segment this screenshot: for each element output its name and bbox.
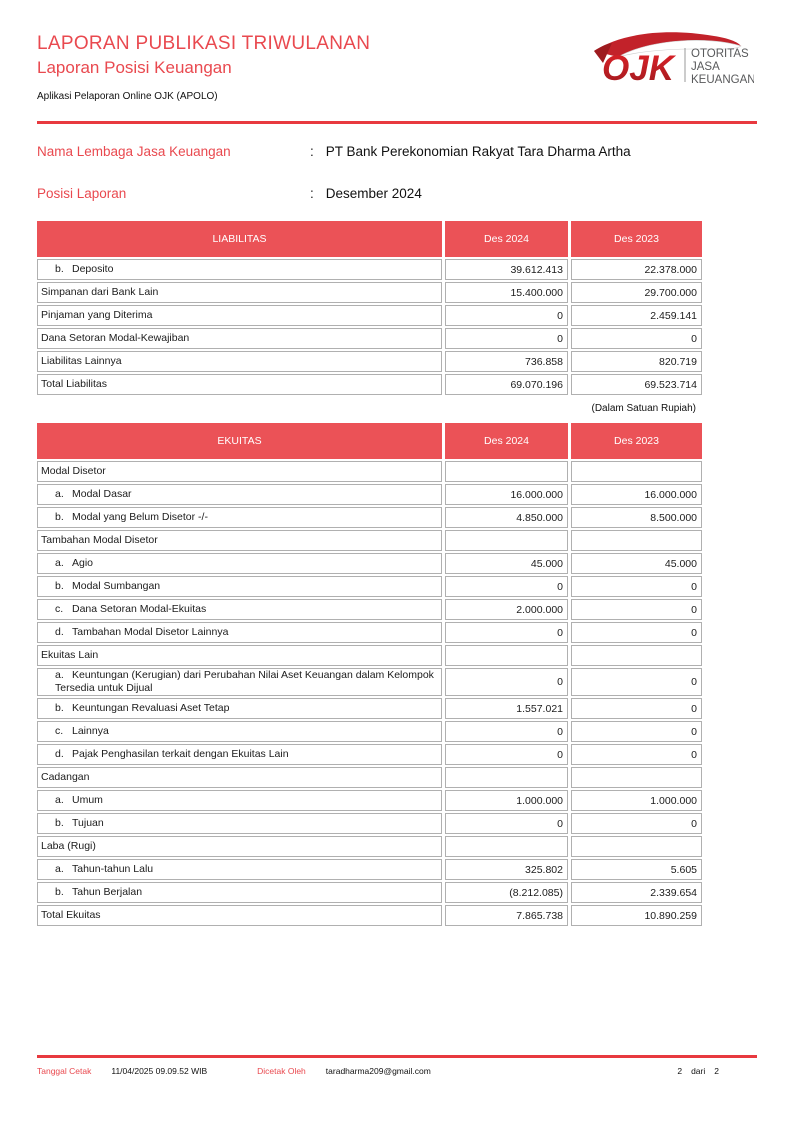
row-value-2023: 29.700.000 (571, 282, 702, 303)
row-value-2023: 0 (571, 668, 702, 696)
row-label: b. Modal Sumbangan (37, 576, 442, 597)
row-value-2024: 0 (445, 813, 568, 834)
row-value-2023 (571, 461, 702, 482)
row-value-2023: 0 (571, 328, 702, 349)
row-value-2024 (445, 645, 568, 666)
logo-org-line-2: JASA (691, 61, 720, 73)
footer-divider (37, 1055, 757, 1058)
row-label: Pinjaman yang Diterima (37, 305, 442, 326)
page-indicator (677, 1066, 719, 1076)
row-value-2024: 0 (445, 576, 568, 597)
col-des-2024: Des 2024 (445, 221, 568, 257)
row-letter: c. (55, 725, 64, 738)
institution-colon: : (310, 144, 314, 159)
period-label: Posisi Laporan (37, 186, 127, 201)
row-value-2024: 69.070.196 (445, 374, 568, 395)
row-label: b. Tujuan (37, 813, 442, 834)
row-letter: a. (55, 863, 64, 876)
row-value-2024: 0 (445, 721, 568, 742)
table-row (37, 721, 702, 742)
row-letter: c. (55, 602, 64, 615)
report-meta (37, 144, 757, 201)
row-label: Liabilitas Lainnya (37, 351, 442, 372)
table-row (37, 882, 702, 903)
row-value-2023: 0 (571, 698, 702, 719)
table-row (37, 259, 702, 280)
printed-by-label: Dicetak Oleh (257, 1066, 306, 1076)
ojk-acronym: OJK (602, 49, 674, 88)
row-value-2024: 4.850.000 (445, 507, 568, 528)
row-letter: d. (55, 748, 64, 761)
liabilitas-table (34, 219, 705, 397)
row-letter: b. (55, 510, 64, 523)
table-row (37, 767, 702, 788)
ekuitas-title: EKUITAS (37, 423, 442, 459)
liabilitas-header-row (37, 221, 702, 257)
row-value-2023: 0 (571, 599, 702, 620)
report-subtitle: Laporan Posisi Keuangan (37, 58, 232, 77)
row-letter: b. (55, 262, 64, 275)
row-label: Tambahan Modal Disetor (37, 530, 442, 551)
row-label: Total Liabilitas (37, 374, 442, 395)
row-value-2023 (571, 836, 702, 857)
report-title: LAPORAN PUBLIKASI TRIWULANAN (37, 33, 371, 54)
row-letter: a. (55, 669, 64, 681)
row-label: b. Keuntungan Revaluasi Aset Tetap (37, 698, 442, 719)
row-value-2024 (445, 836, 568, 857)
row-value-2023: 0 (571, 744, 702, 765)
row-label: d. Tambahan Modal Disetor Lainnya (37, 622, 442, 643)
table-row (37, 305, 702, 326)
row-value-2023: 10.890.259 (571, 905, 702, 926)
row-value-2024: 15.400.000 (445, 282, 568, 303)
row-letter: b. (55, 817, 64, 830)
row-value-2024 (445, 461, 568, 482)
row-label: d. Pajak Penghasilan terkait dengan Ekuitas Lain (37, 744, 442, 765)
table-row (37, 351, 702, 372)
table-row (37, 530, 702, 551)
printed-by-value: taradharma209@gmail.com (325, 1066, 431, 1076)
row-label: c. Dana Setoran Modal-Ekuitas (37, 599, 442, 620)
row-value-2024: 325.802 (445, 859, 568, 880)
table-row (37, 698, 702, 719)
row-value-2024 (445, 767, 568, 788)
table-row (37, 599, 702, 620)
print-date-value: 11/04/2025 09.09.52 WIB (111, 1066, 208, 1076)
table-row (37, 668, 702, 696)
row-letter: a. (55, 794, 64, 807)
row-label: Laba (Rugi) (37, 836, 442, 857)
table-row (37, 484, 702, 505)
row-value-2023: 0 (571, 576, 702, 597)
row-label: Total Ekuitas (37, 905, 442, 926)
table-row (37, 282, 702, 303)
table-row (37, 622, 702, 643)
row-value-2024: 45.000 (445, 553, 568, 574)
row-label: a. Modal Dasar (37, 484, 442, 505)
row-value-2024: 1.557.021 (445, 698, 568, 719)
row-value-2023: 820.719 (571, 351, 702, 372)
table-row (37, 328, 702, 349)
table-row (37, 836, 702, 857)
report-header (37, 33, 757, 102)
row-letter: b. (55, 886, 64, 899)
row-letter: a. (55, 556, 64, 569)
row-value-2023: 16.000.000 (571, 484, 702, 505)
col-des-2023: Des 2023 (571, 221, 702, 257)
row-value-2024 (445, 530, 568, 551)
row-label: b. Modal yang Belum Disetor -/- (37, 507, 442, 528)
row-value-2023 (571, 767, 702, 788)
institution-label: Nama Lembaga Jasa Keuangan (37, 144, 231, 159)
institution-row (37, 144, 757, 159)
app-name: Aplikasi Pelaporan Online OJK (APOLO) (37, 91, 218, 102)
page-total: 2 (714, 1066, 719, 1076)
row-value-2024: (8.212.085) (445, 882, 568, 903)
row-value-2023: 0 (571, 721, 702, 742)
ojk-logo (588, 27, 754, 89)
row-value-2023: 5.605 (571, 859, 702, 880)
row-value-2024: 2.000.000 (445, 599, 568, 620)
table-row (37, 576, 702, 597)
unit-note: (Dalam Satuan Rupiah) (591, 403, 696, 414)
period-value: Desember 2024 (325, 186, 422, 201)
period-row (37, 186, 757, 201)
row-letter: a. (55, 487, 64, 500)
table-row (37, 790, 702, 811)
col-des-2024: Des 2024 (445, 423, 568, 459)
row-letter: d. (55, 625, 64, 638)
row-letter: b. (55, 579, 64, 592)
page-current: 2 (677, 1066, 683, 1076)
report-footer (37, 1055, 757, 1076)
ekuitas-header-row (37, 423, 702, 459)
page-word: dari (691, 1066, 706, 1076)
liabilitas-title: LIABILITAS (37, 221, 442, 257)
table-row (37, 461, 702, 482)
row-value-2024: 736.858 (445, 351, 568, 372)
row-label: Ekuitas Lain (37, 645, 442, 666)
table-row (37, 813, 702, 834)
col-des-2023: Des 2023 (571, 423, 702, 459)
row-value-2024: 1.000.000 (445, 790, 568, 811)
row-value-2023: 0 (571, 622, 702, 643)
row-value-2023: 69.523.714 (571, 374, 702, 395)
row-value-2024: 0 (445, 305, 568, 326)
header-divider (37, 121, 757, 124)
row-value-2023: 0 (571, 813, 702, 834)
row-value-2023: 2.459.141 (571, 305, 702, 326)
footer-row (37, 1066, 757, 1076)
row-value-2023: 1.000.000 (571, 790, 702, 811)
row-label: Simpanan dari Bank Lain (37, 282, 442, 303)
row-value-2024: 0 (445, 328, 568, 349)
row-value-2024: 39.612.413 (445, 259, 568, 280)
table-row (37, 905, 702, 926)
institution-value: PT Bank Perekonomian Rakyat Tara Dharma Artha (325, 144, 631, 159)
row-label: Cadangan (37, 767, 442, 788)
ekuitas-table (34, 421, 705, 928)
row-value-2023: 45.000 (571, 553, 702, 574)
logo-org-line-1: OTORITAS (691, 48, 749, 60)
row-letter: b. (55, 702, 64, 715)
row-label: c. Lainnya (37, 721, 442, 742)
row-value-2023: 2.339.654 (571, 882, 702, 903)
table-row (37, 507, 702, 528)
table-row (37, 553, 702, 574)
row-value-2024: 7.865.738 (445, 905, 568, 926)
row-value-2023 (571, 530, 702, 551)
table-row (37, 859, 702, 880)
row-label: a. Keuntungan (Kerugian) dari Perubahan Nilai Aset Keuangan dalam Kelompok Tersedia untuk Dijual (37, 668, 442, 696)
row-label: b. Deposito (37, 259, 442, 280)
row-value-2023 (571, 645, 702, 666)
row-value-2023: 8.500.000 (571, 507, 702, 528)
period-colon: : (310, 186, 314, 201)
row-label: b. Tahun Berjalan (37, 882, 442, 903)
logo-org-line-3: KEUANGAN (691, 74, 754, 86)
row-label: Modal Disetor (37, 461, 442, 482)
row-label: a. Umum (37, 790, 442, 811)
row-value-2024: 0 (445, 622, 568, 643)
row-label: a. Tahun-tahun Lalu (37, 859, 442, 880)
row-value-2023: 22.378.000 (571, 259, 702, 280)
row-value-2024: 0 (445, 668, 568, 696)
row-label: a. Agio (37, 553, 442, 574)
table-row (37, 374, 702, 395)
row-label: Dana Setoran Modal-Kewajiban (37, 328, 442, 349)
row-value-2024: 0 (445, 744, 568, 765)
print-date-label: Tanggal Cetak (37, 1066, 92, 1076)
row-value-2024: 16.000.000 (445, 484, 568, 505)
table-row (37, 645, 702, 666)
ojk-logo-graphic (588, 27, 754, 89)
table-row (37, 744, 702, 765)
